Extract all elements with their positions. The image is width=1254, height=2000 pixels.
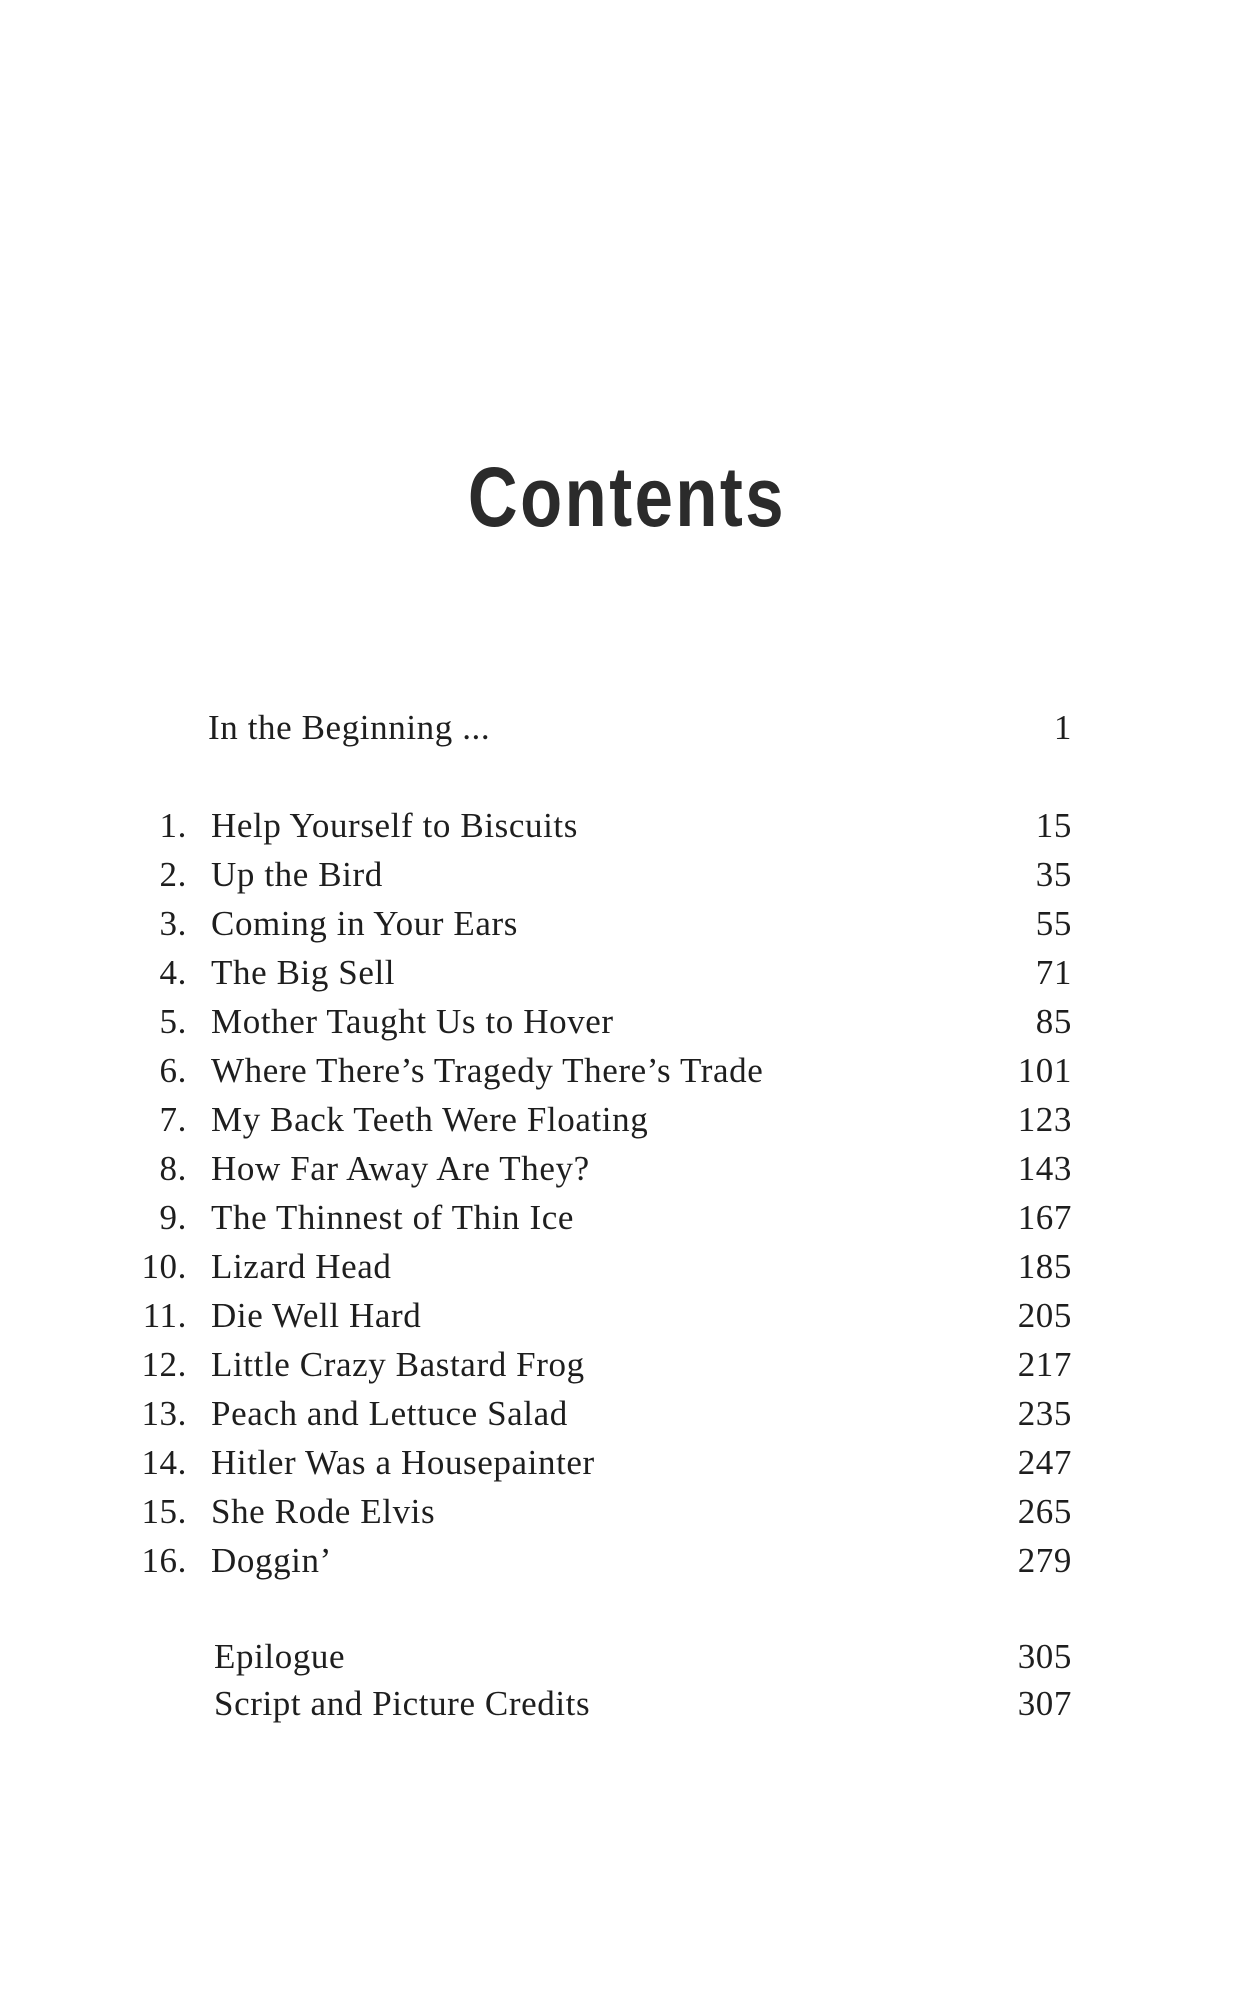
chapter-page-number: 71 (1035, 953, 1072, 992)
chapter-page-number: 247 (1017, 1443, 1072, 1482)
chapter-title: Where There’s Tragedy There’s Trade (211, 1051, 764, 1090)
chapter-title: The Thinnest of Thin Ice (211, 1198, 575, 1237)
chapter-number: 8. (159, 1149, 187, 1188)
chapter-page-number: 235 (1017, 1394, 1072, 1433)
chapter-page-number: 55 (1035, 904, 1072, 943)
toc-entry-chapter[interactable] (0, 1390, 1254, 1438)
chapter-number: 7. (159, 1100, 187, 1139)
toc-entry-front-matter[interactable] (0, 704, 1254, 752)
chapter-page-number: 15 (1035, 806, 1072, 845)
chapter-number: 16. (141, 1541, 187, 1580)
chapter-number: 13. (141, 1394, 187, 1433)
toc-entry-chapter[interactable] (0, 851, 1254, 899)
chapter-number: 5. (159, 1002, 187, 1041)
chapter-title: Hitler Was a Housepainter (211, 1443, 595, 1482)
chapter-page-number: 123 (1017, 1100, 1072, 1139)
toc-entry-chapter[interactable] (0, 1243, 1254, 1291)
chapter-number: 15. (141, 1492, 187, 1531)
toc-entry-chapter[interactable] (0, 1341, 1254, 1389)
chapter-number: 10. (141, 1247, 187, 1286)
chapter-page-number: 101 (1017, 1051, 1072, 1090)
toc-entry-chapter[interactable] (0, 802, 1254, 850)
chapter-title: She Rode Elvis (211, 1492, 436, 1531)
toc-entry-back-matter[interactable] (0, 1633, 1254, 1681)
toc-entry-chapter[interactable] (0, 1194, 1254, 1242)
page-title: Contents (467, 450, 787, 544)
chapter-page-number: 35 (1035, 855, 1072, 894)
chapter-title: Peach and Lettuce Salad (211, 1394, 568, 1433)
entry-page-number: 305 (1017, 1637, 1072, 1676)
chapter-title: Lizard Head (211, 1247, 392, 1286)
toc-entry-chapter[interactable] (0, 1439, 1254, 1487)
entry-page-number: 307 (1017, 1684, 1072, 1723)
toc-entry-chapter[interactable] (0, 1047, 1254, 1095)
chapter-title: How Far Away Are They? (211, 1149, 590, 1188)
chapter-page-number: 143 (1017, 1149, 1072, 1188)
toc-entry-chapter[interactable] (0, 1145, 1254, 1193)
chapter-page-number: 265 (1017, 1492, 1072, 1531)
chapter-page-number: 167 (1017, 1198, 1072, 1237)
toc-entry-chapter[interactable] (0, 1292, 1254, 1340)
chapter-page-number: 279 (1017, 1541, 1072, 1580)
chapter-title: Doggin’ (211, 1541, 332, 1580)
chapter-number: 12. (141, 1345, 187, 1384)
toc-entry-back-matter[interactable] (0, 1680, 1254, 1728)
chapter-number: 14. (141, 1443, 187, 1482)
toc-entry-chapter[interactable] (0, 998, 1254, 1046)
chapter-number: 2. (159, 855, 187, 894)
chapter-title: Mother Taught Us to Hover (211, 1002, 614, 1041)
chapter-title: Up the Bird (211, 855, 383, 894)
chapter-number: 3. (159, 904, 187, 943)
chapter-page-number: 217 (1017, 1345, 1072, 1384)
entry-title: Epilogue (214, 1637, 346, 1676)
toc-entry-chapter[interactable] (0, 949, 1254, 997)
entry-title: In the Beginning ... (208, 708, 491, 747)
chapter-page-number: 205 (1017, 1296, 1072, 1335)
entry-title: Script and Picture Credits (214, 1684, 591, 1723)
toc-entry-chapter[interactable] (0, 1537, 1254, 1585)
chapter-title: My Back Teeth Were Floating (211, 1100, 649, 1139)
chapter-number: 11. (142, 1296, 187, 1335)
chapter-title: Help Yourself to Biscuits (211, 806, 578, 845)
chapter-page-number: 185 (1017, 1247, 1072, 1286)
toc-entry-chapter[interactable] (0, 1096, 1254, 1144)
chapter-number: 9. (159, 1198, 187, 1237)
chapter-page-number: 85 (1035, 1002, 1072, 1041)
chapter-title: Coming in Your Ears (211, 904, 518, 943)
toc-entry-chapter[interactable] (0, 1488, 1254, 1536)
entry-page-number: 1 (1053, 708, 1072, 747)
chapter-title: Die Well Hard (211, 1296, 422, 1335)
chapter-number: 1. (159, 806, 187, 845)
toc-entry-chapter[interactable] (0, 900, 1254, 948)
chapter-number: 4. (159, 953, 187, 992)
chapter-title: The Big Sell (211, 953, 396, 992)
chapter-number: 6. (159, 1051, 187, 1090)
chapter-title: Little Crazy Bastard Frog (211, 1345, 585, 1384)
